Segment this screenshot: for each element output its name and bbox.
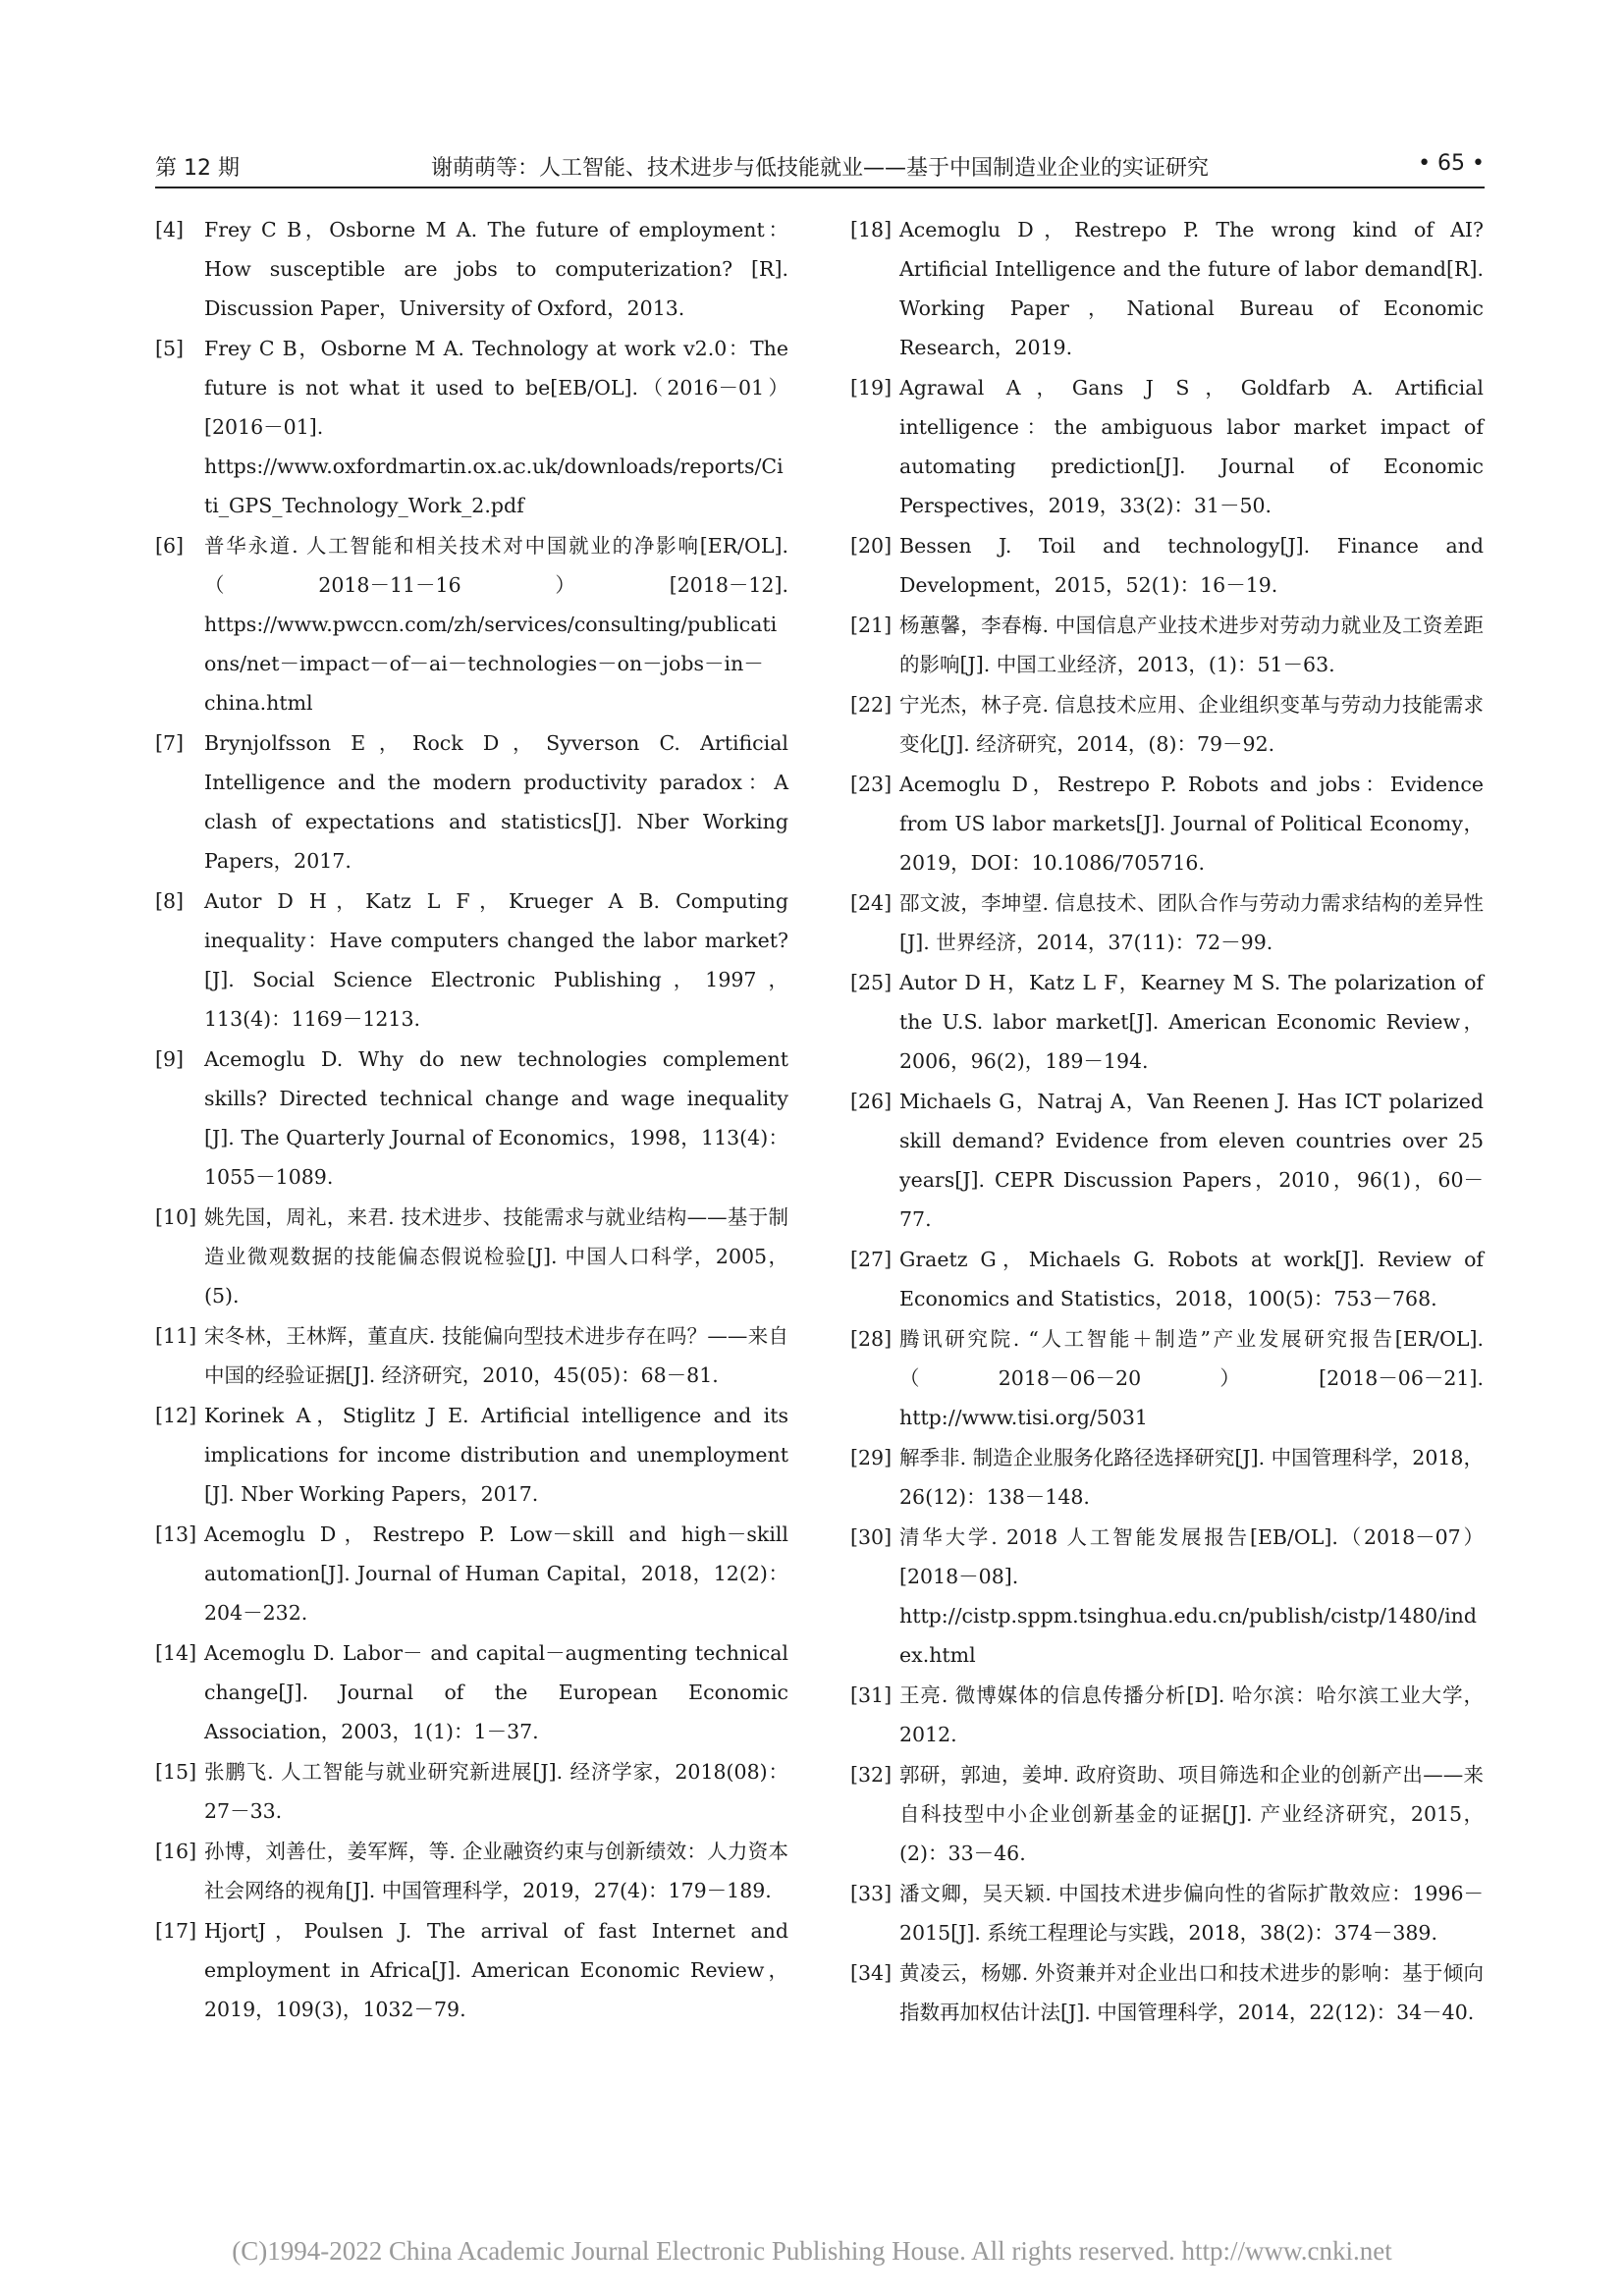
reference-item <box>850 368 1484 525</box>
reference-number: [31] <box>850 1683 893 1707</box>
reference-text: 潘文卿，吴天颖. 中国技术进步偏向性的省际扩散效应：1996－2015[J]. 系统工程理论与实践，2018，38(2)：374－389. <box>899 1882 1484 1945</box>
reference-number: [19] <box>850 376 893 400</box>
reference-item <box>155 1515 788 1632</box>
reference-number: [24] <box>850 891 893 915</box>
reference-item <box>850 1953 1484 2032</box>
reference-item <box>850 1874 1484 1952</box>
reference-text: Frey C B，Osborne M A. Technology at work v2.0：The future is not what it used to be[EB/OL].（2016－01）[2016－01]. https://www.oxfordmartin.ox.ac.uk/downloads/reports/Citi_GPS_Technology_Work_2.pdf <box>204 337 788 517</box>
reference-number: [32] <box>850 1763 893 1787</box>
reference-text: 孙博，刘善仕，姜军辉，等. 企业融资约束与创新绩效：人力资本社会网络的视角[J]. 中国管理科学，2019，27(4)：179－189. <box>204 1840 788 1902</box>
reference-number: [34] <box>850 1961 893 1985</box>
reference-number: [29] <box>850 1446 893 1469</box>
reference-text: Michaels G，Natraj A，Van Reenen J. Has ICT polarized skill demand? Evidence from eleven countries over 25 years[J]. CEPR Discussion Papers，2010，96(1)，60－77. <box>899 1090 1484 1231</box>
reference-number: [6] <box>155 534 185 558</box>
references-left-column <box>155 210 788 2030</box>
reference-item <box>850 1438 1484 1517</box>
reference-text: HjortJ，Poulsen J. The arrival of fast Internet and employment in Africa[J]. American Economic Review，2019，109(3)，1032－79. <box>204 1919 788 2021</box>
reference-number: [7] <box>155 731 185 755</box>
reference-number: [5] <box>155 337 185 360</box>
page-number: • 65 • <box>1418 151 1485 176</box>
reference-item <box>850 606 1484 684</box>
reference-item <box>850 1240 1484 1318</box>
reference-text: 郭研，郭迪，姜坤. 政府资助、项目筛选和企业的创新产出——来自科技型中小企业创新基金的证据[J]. 产业经济研究，2015，(2)：33－46. <box>899 1763 1484 1865</box>
reference-number: [9] <box>155 1047 185 1071</box>
running-header <box>155 147 1485 188</box>
reference-item <box>850 963 1484 1081</box>
reference-item <box>155 1316 788 1395</box>
reference-item <box>155 210 788 328</box>
references-right-column <box>850 210 1484 2033</box>
reference-text: Agrawal A，Gans J S，Goldfarb A. Artificial intelligence：the ambiguous labor market impact of automating prediction[J]. Journal of Economic Perspectives，2019，33(2)：31－50. <box>899 376 1484 517</box>
reference-text: 普华永道. 人工智能和相关技术对中国就业的净影响[ER/OL].（2018－11－16）[2018－12]. https://www.pwccn.com/zh/services/consulting/publications/net－impact－of－ai－technologies－on－jobs－in－china.html <box>204 534 788 715</box>
reference-text: Autor D H，Katz L F，Kearney M S. The polarization of the U.S. labor market[J]. American Economic Review，2006，96(2)，189－194. <box>899 971 1484 1073</box>
reference-item <box>155 1396 788 1514</box>
reference-number: [25] <box>850 971 893 994</box>
reference-text: Acemoglu D，Restrepo P. The wrong kind of AI? Artificial Intelligence and the future of labor demand[R]. Working Paper，National Bureau of Economic Research，2019. <box>899 218 1484 359</box>
reference-text: 清华大学. 2018 人工智能发展报告[EB/OL].（2018－07）[2018－08]. http://cistp.sppm.tsinghua.edu.cn/publish/cistp/1480/index.html <box>899 1525 1484 1667</box>
reference-number: [27] <box>850 1248 893 1271</box>
reference-text: 黄凌云，杨娜. 外资兼并对企业出口和技术进步的影响：基于倾向指数再加权估计法[J]. 中国管理科学，2014，22(12)：34－40. <box>899 1961 1484 2024</box>
reference-item <box>850 765 1484 882</box>
reference-item <box>155 1040 788 1197</box>
reference-text: Bessen J. Toil and technology[J]. Finance and Development，2015，52(1)：16－19. <box>899 534 1484 597</box>
reference-text: 张鹏飞. 人工智能与就业研究新进展[J]. 经济学家，2018(08)：27－33. <box>204 1760 788 1823</box>
reference-number: [14] <box>155 1641 197 1665</box>
reference-text: Frey C B，Osborne M A. The future of employment：How susceptible are jobs to computerization? [R]. Discussion Paper，University of Oxford，2013. <box>204 218 788 320</box>
reference-item <box>155 1633 788 1751</box>
reference-item <box>850 1755 1484 1873</box>
reference-text: Acemoglu D，Restrepo P. Robots and jobs：Evidence from US labor markets[J]. Journal of Political Economy，2019，DOI：10.1086/705716. <box>899 773 1484 875</box>
issue-number: 第 12 期 <box>155 156 240 181</box>
reference-number: [12] <box>155 1404 197 1427</box>
reference-item <box>155 881 788 1039</box>
reference-number: [21] <box>850 614 893 637</box>
reference-text: 杨蕙馨，李春梅. 中国信息产业技术进步对劳动力就业及工资差距的影响[J]. 中国工业经济，2013，(1)：51－63. <box>899 614 1484 676</box>
reference-text: 腾讯研究院. “人工智能＋制造”产业发展研究报告[ER/OL].（2018－06－20）[2018－06－21]. http://www.tisi.org/5031 <box>899 1327 1484 1429</box>
reference-text: 解季非. 制造企业服务化路径选择研究[J]. 中国管理科学，2018，26(12)：138－148. <box>899 1446 1484 1509</box>
reference-item <box>850 1518 1484 1675</box>
reference-text: 姚先国，周礼，来君. 技术进步、技能需求与就业结构——基于制造业微观数据的技能偏态假说检验[J]. 中国人口科学，2005，(5). <box>204 1205 788 1308</box>
reference-text: Acemoglu D，Restrepo P. Low－skill and high－skill automation[J]. Journal of Human Capital，2018，12(2)：204－232. <box>204 1522 788 1625</box>
reference-number: [4] <box>155 218 185 241</box>
reference-text: 宋冬林，王林辉，董直庆. 技能偏向型技术进步存在吗？——来自中国的经验证据[J]. 经济研究，2010，45(05)：68－81. <box>204 1324 788 1387</box>
reference-item <box>155 526 788 722</box>
reference-number: [10] <box>155 1205 197 1229</box>
reference-number: [17] <box>155 1919 197 1943</box>
reference-number: [18] <box>850 218 893 241</box>
reference-number: [26] <box>850 1090 893 1113</box>
reference-text: 宁光杰，林子亮. 信息技术应用、企业组织变革与劳动力技能需求变化[J]. 经济研究，2014，(8)：79－92. <box>899 693 1484 756</box>
reference-number: [11] <box>155 1324 197 1348</box>
reference-text: Brynjolfsson E，Rock D，Syverson C. Artificial Intelligence and the modern productivity paradox：A clash of expectations and statistics[J]. Nber Working Papers，2017. <box>204 731 788 873</box>
reference-number: [20] <box>850 534 893 558</box>
reference-number: [8] <box>155 889 185 913</box>
reference-text: Graetz G，Michaels G. Robots at work[J]. Review of Economics and Statistics，2018，100(5)：753－768. <box>899 1248 1484 1310</box>
reference-number: [15] <box>155 1760 197 1784</box>
reference-item <box>155 1911 788 2029</box>
reference-item <box>850 685 1484 764</box>
reference-number: [33] <box>850 1882 893 1905</box>
reference-number: [23] <box>850 773 893 796</box>
reference-number: [30] <box>850 1525 893 1549</box>
reference-item <box>850 883 1484 962</box>
reference-item <box>850 1319 1484 1437</box>
reference-item <box>155 1832 788 1910</box>
reference-text: Autor D H，Katz L F，Krueger A B. Computing inequality：Have computers changed the labor market? [J]. Social Science Electronic Publishing，1997，113(4)：1169－1213. <box>204 889 788 1031</box>
reference-item <box>155 329 788 525</box>
reference-number: [16] <box>155 1840 197 1863</box>
reference-item <box>850 210 1484 367</box>
running-title: 谢萌萌等：人工智能、技术进步与低技能就业——基于中国制造业企业的实证研究 <box>430 156 1209 181</box>
copyright-footer: (C)1994-2022 China Academic Journal Electronic Publishing House. All rights reserved. http://www.cnki.net <box>232 2236 1392 2266</box>
reference-item <box>850 526 1484 605</box>
reference-number: [28] <box>850 1327 893 1351</box>
reference-item <box>155 1198 788 1315</box>
reference-item <box>155 723 788 881</box>
reference-number: [22] <box>850 693 893 717</box>
reference-item <box>850 1676 1484 1754</box>
reference-text: 邵文波，李坤望. 信息技术、团队合作与劳动力需求结构的差异性[J]. 世界经济，2014，37(11)：72－99. <box>899 891 1484 954</box>
reference-item <box>155 1752 788 1831</box>
reference-text: Acemoglu D. Why do new technologies complement skills? Directed technical change and wage inequality [J]. The Quarterly Journal of Economics，1998，113(4)：1055－1089. <box>204 1047 788 1189</box>
reference-text: 王亮. 微博媒体的信息传播分析[D]. 哈尔滨：哈尔滨工业大学，2012. <box>899 1683 1484 1746</box>
reference-text: Acemoglu D. Labor－ and capital－augmenting technical change[J]. Journal of the European Economic Association，2003，1(1)：1－37. <box>204 1641 788 1743</box>
reference-number: [13] <box>155 1522 197 1546</box>
reference-item <box>850 1082 1484 1239</box>
reference-text: Korinek A，Stiglitz J E. Artificial intelligence and its implications for income distribution and unemployment [J]. Nber Working Papers，2017. <box>204 1404 788 1506</box>
